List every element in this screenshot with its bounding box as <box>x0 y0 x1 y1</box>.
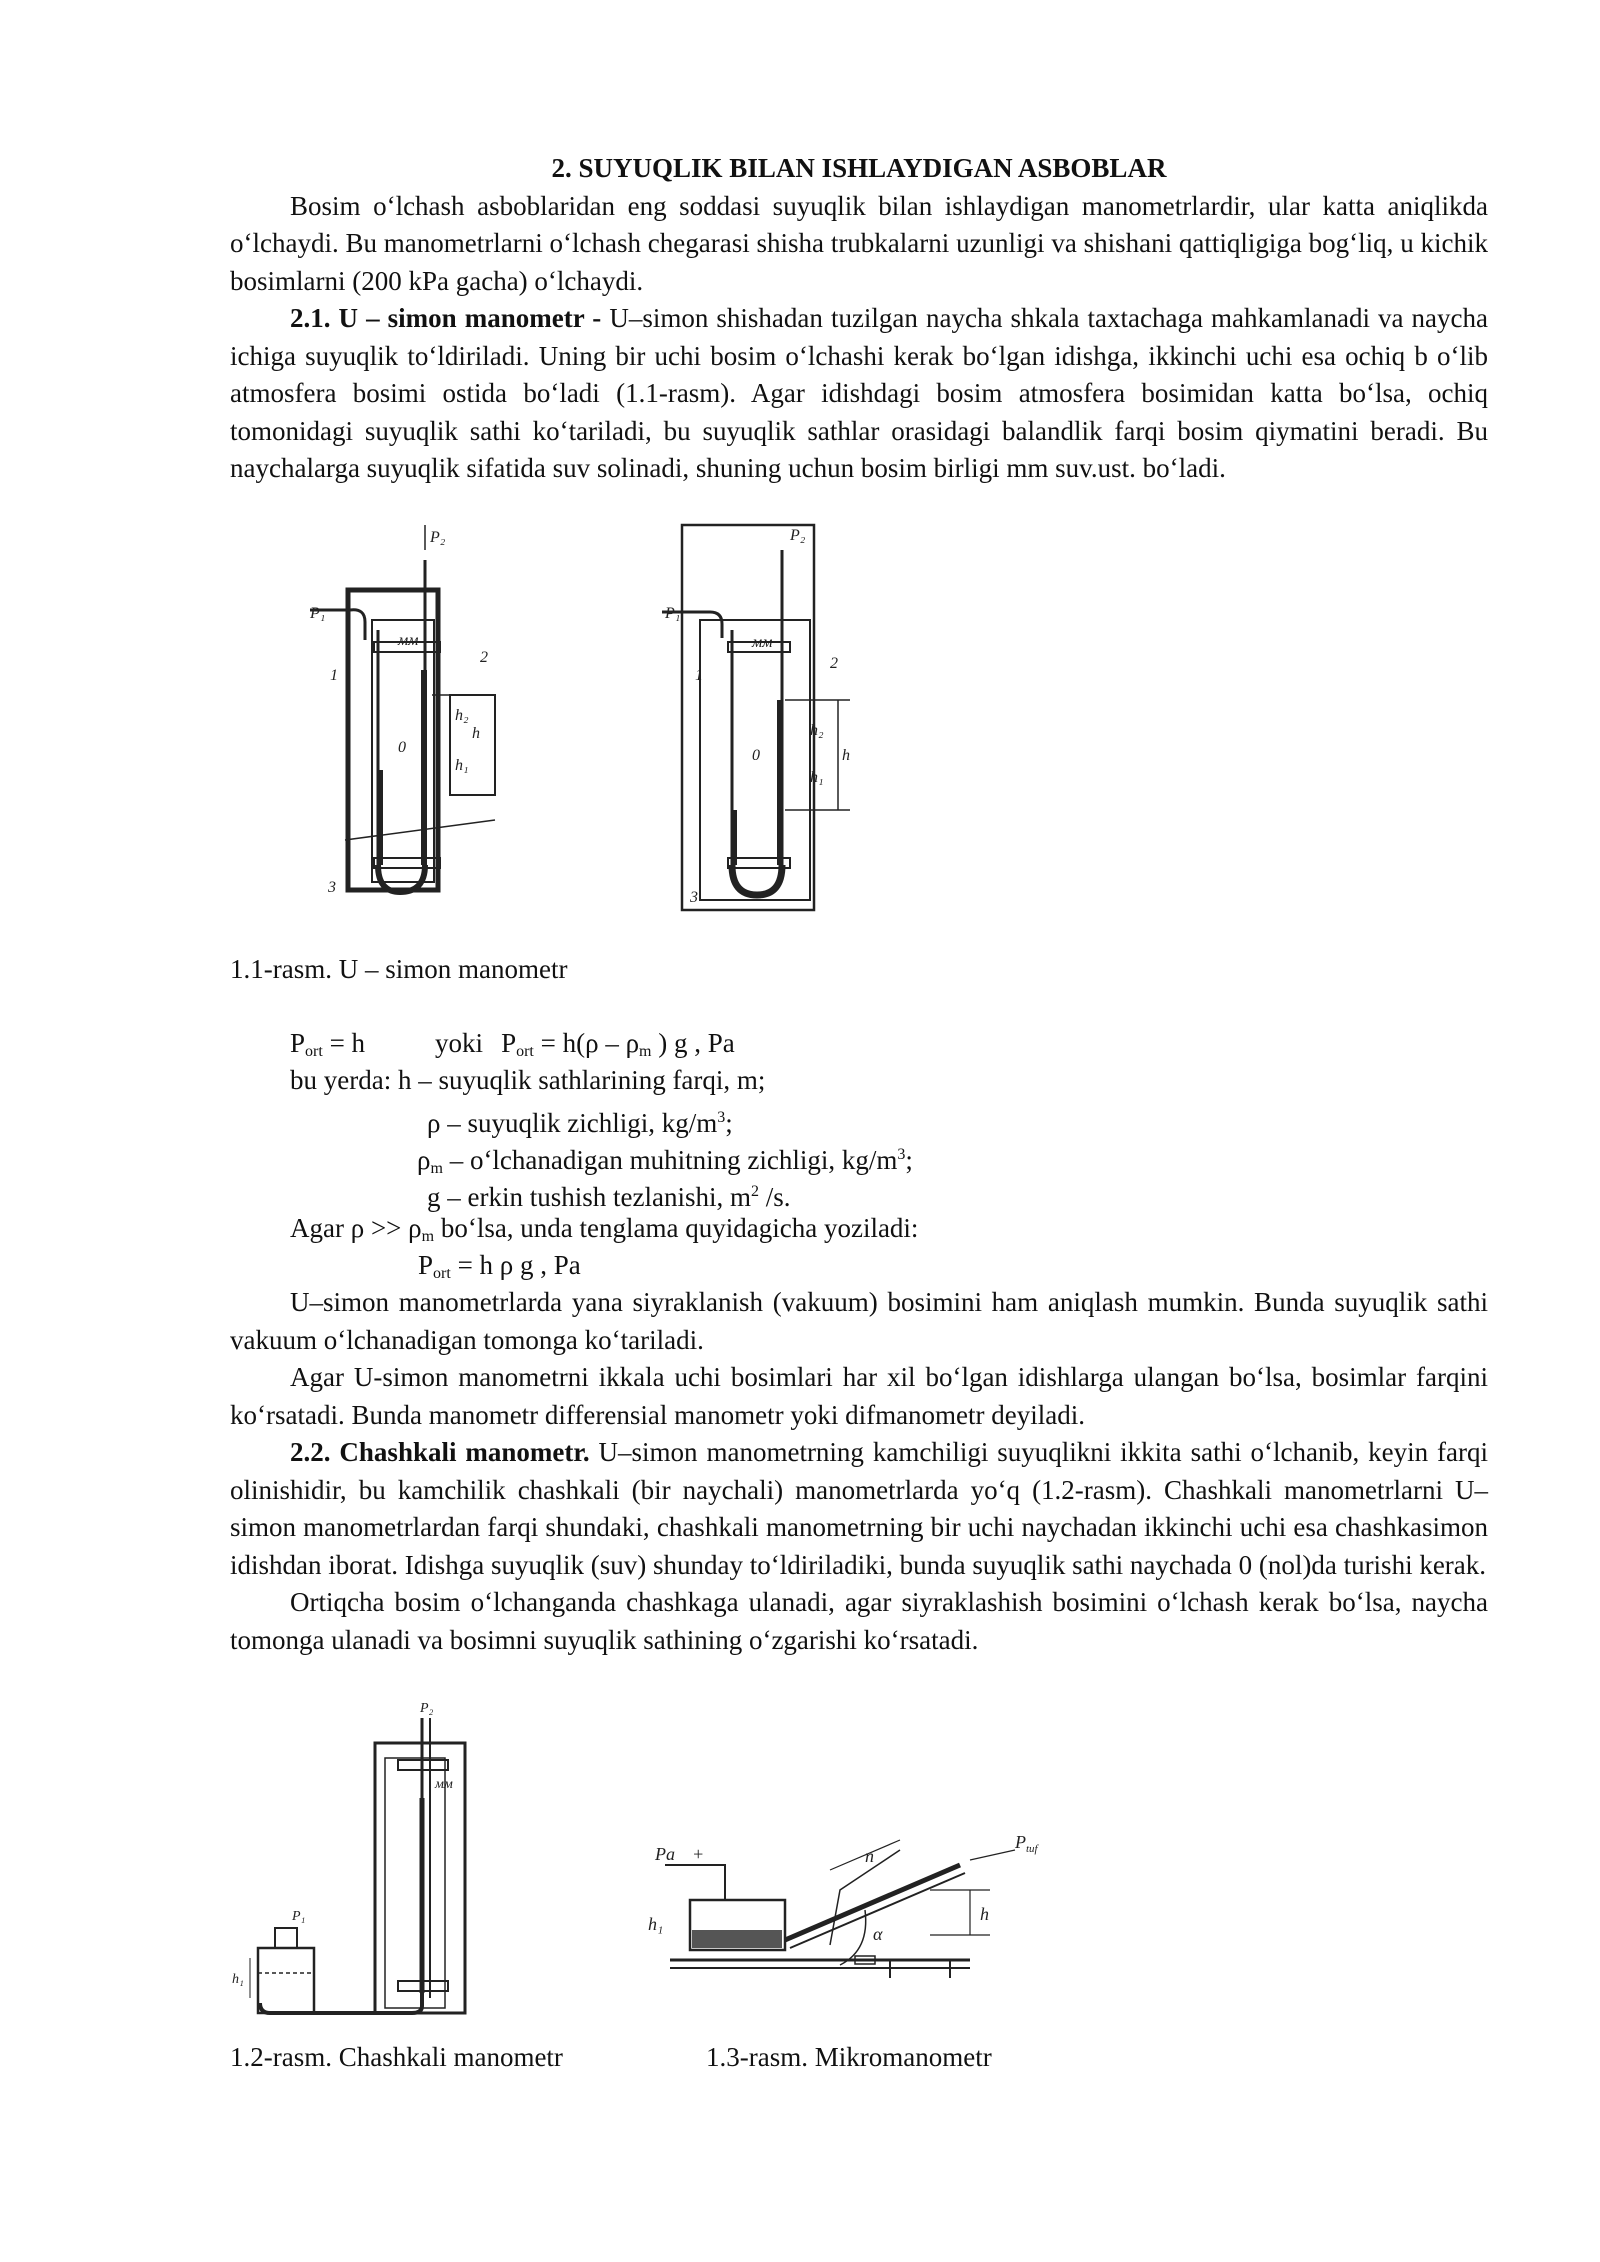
formula1-sub2: ort <box>516 1043 534 1060</box>
rhom-end: ; <box>905 1145 913 1175</box>
micromanometer-drawing <box>630 1830 1090 2010</box>
fig1-left-label-2: 2 <box>480 649 488 666</box>
g-sup: 2 <box>750 1183 759 1200</box>
fig1-left-h1-label: h₁ <box>455 757 469 774</box>
fig1-right-h2-label: h₂ <box>810 722 824 739</box>
agar-sub: m <box>421 1228 435 1245</box>
fig3-n-label: n <box>865 1846 874 1866</box>
rhom-symbol: ρ <box>417 1145 431 1175</box>
fig1-left-p1-label: P₁ <box>310 605 326 622</box>
formula1-rhs: = h(ρ – ρ <box>533 1028 640 1058</box>
figure-micromanometer <box>630 1830 1090 2010</box>
fig3-alpha-label: α <box>873 1924 883 1944</box>
g-text: g – erkin tushish tezlanishi, m <box>427 1182 751 1212</box>
formula1-eq: = h <box>322 1028 366 1058</box>
formula2-rhs: = h ρ g , Pa <box>450 1250 581 1280</box>
formula1-m: m <box>639 1043 652 1060</box>
fig1-left-h-label: h <box>472 725 480 742</box>
figure2-caption: 1.2-rasm. Chashkali manometr <box>230 2042 563 2072</box>
body-text-lower <box>230 1284 1488 1659</box>
fig1-right-p2-label: P₂ <box>790 527 806 544</box>
agar-line <box>290 1210 918 1255</box>
section-title: 2. SUYUQLIK BILAN ISHLAYDIGAN ASBOBLAR <box>551 153 1167 183</box>
formula2-p: P <box>418 1250 434 1280</box>
fig1-right-label-2: 2 <box>830 655 838 672</box>
u-manometer-heading: 2.1. U – simon manometr - <box>290 303 602 333</box>
fig1-left-label-1: 1 <box>330 667 338 684</box>
agar-text-a: Agar ρ >> ρ <box>290 1213 422 1243</box>
where-line: bu yerda: h – suyuqlik sathlarining farqi, m; <box>290 1065 766 1095</box>
rhom-text: – o‘lchanadigan muhitning zichligi, kg/m <box>442 1145 898 1175</box>
fig1-right-p1-label: P₁ <box>665 605 681 622</box>
formula1-p2: P <box>501 1028 517 1058</box>
figure3-caption: 1.3-rasm. Mikromanometr <box>706 2042 992 2072</box>
difmanometer-paragraph: Agar U-simon manometrni ikkala uchi bosimlari har xil bo‘lgan idishlarga ulangan bo‘lsa, bosimlar farqini ko‘rsatadi. Bunda manometr differensial manometr yoki difmanometr deyiladi. <box>230 1362 1488 1430</box>
fig3-ptuf-label: $P_{tuf}$ <box>1015 1832 1038 1855</box>
intro-paragraph: Bosim o‘lchash asboblaridan eng soddasi suyuqlik bilan ishlaydigan manometrlardir, ular katta aniqlikda o‘lchaydi. Bu manometrlarni o‘lchash chegarasi shisha trubkalarni uzunligi va shishani qattiqligiga bog‘liq, u kichik bosimlarni (200 kPa gacha) o‘lchaydi. <box>230 190 1488 296</box>
figure1-caption: 1.1-rasm. U – simon manometr <box>230 954 568 984</box>
agar-text-b: bo‘lsa, unda tenglama quyidagicha yoziladi: <box>434 1213 919 1243</box>
formula1-sub: ort <box>305 1043 323 1060</box>
fig2-h1-label: h₁ <box>232 1972 244 1987</box>
u-manometer-text: U–simon shishadan tuzilgan naycha shkala taxtachaga mahkamlanadi va naycha ichiga suyuqlik to‘ldiriladi. Uning bir uchi bosim o‘lchashi kerak bo‘lgan idishga, ikkinchi uchi esa ochiq b o‘lib atmosfera bosimi ostida bo‘ladi (1.1-rasm). Agar idishdagi bosim atmosfera bosimidan katta bo‘lsa, ochiq tomonidagi suyuqlik sathi ko‘tariladi, bu suyuqlik sathlar orasidagi balandlik farqi bosim qiymatini beradi. Bu naychalarga suyuqlik sifatida suv solinadi, shuning uchun bosim birligi mm suv.ust. bo‘ladi. <box>230 303 1488 483</box>
fig2-mm-label: мм <box>435 1777 453 1792</box>
figure-u-manometer <box>290 520 910 915</box>
cup-manometer-text: U–simon manometrning kamchiligi suyuqlikni ikkita sathi o‘lchanib, keyin farqi olinishidir, bu kamchilik chashkali (bir naychali) manometrlarda yo‘q (1.2-rasm). Chashkali manometrlarni U–simon manometrlardan farqi shundaki, chashkali manometrning bir uchi naychadan ikkinchi uchi esa chashkasimon idishdan iborat. Idishga suyuqlik (suv) shunday to‘ldiriladiki, bunda suyuqlik sathi naychada 0 (nol)da turishi kerak. <box>230 1437 1488 1580</box>
fig3-h-label: h <box>980 1904 989 1924</box>
fig1-right-zero-label: 0 <box>752 747 760 764</box>
formula2-sub: ort <box>433 1265 451 1282</box>
fig1-left-zero-label: 0 <box>398 739 406 756</box>
rho-sup: 3 <box>717 1109 726 1126</box>
fig1-left-label-3: 3 <box>328 879 336 896</box>
cup-manometer-drawing <box>230 1698 490 2028</box>
fig3-h1-label: h₁ <box>648 1914 664 1934</box>
formula1-units: ) g , Pa <box>651 1028 735 1058</box>
figure-cup-manometer <box>230 1698 490 2028</box>
fig1-left-mm-label: мм <box>398 632 419 649</box>
fig1-right-label-3: 3 <box>690 889 698 906</box>
cup-manometer-paragraph <box>230 1434 1488 1584</box>
fig1-right-h1-label: h₁ <box>810 769 824 786</box>
fig1-left-p2-label: P₂ <box>430 529 446 546</box>
rho-text: ρ – suyuqlik zichligi, kg/m <box>427 1108 718 1138</box>
formula1-p: P <box>290 1028 306 1058</box>
fig2-p1-label: P₁ <box>292 1909 306 1924</box>
u-manometer-drawing <box>290 520 910 915</box>
formula1-yoki: yoki <box>435 1028 484 1058</box>
rhom-sub: m <box>430 1160 443 1177</box>
rho-end: ; <box>725 1108 733 1138</box>
excess-pressure-paragraph: Ortiqcha bosim o‘lchanganda chashkaga ulanadi, agar siyraklashish bosimini o‘lchash kerak bo‘lsa, naycha tomonga ulanadi va bosimni suyuqlik sathining o‘zgarishi ko‘rsatadi. <box>230 1587 1488 1655</box>
u-manometer-paragraph <box>230 300 1488 488</box>
fig1-right-h-label: h <box>842 747 850 764</box>
document-page <box>230 150 1488 488</box>
rhom-sup: 3 <box>897 1146 906 1163</box>
fig1-right-mm-label: мм <box>752 634 773 651</box>
fig3-pa-label: Pa <box>655 1844 675 1864</box>
vacuum-paragraph: U–simon manometrlarda yana siyraklanish (vakuum) bosimini ham aniqlash mumkin. Bunda suyuqlik sathi vakuum o‘lchanadigan tomonga ko‘tariladi. <box>230 1287 1488 1355</box>
fig2-p2-label: P₂ <box>420 1701 434 1716</box>
fig1-right-label-1: 1 <box>695 667 703 684</box>
g-end: /s. <box>758 1182 791 1212</box>
fig3-plus-label: + <box>692 1844 705 1864</box>
fig1-left-h2-label: h₂ <box>455 707 469 724</box>
cup-manometer-heading: 2.2. Chashkali manometr. <box>290 1437 590 1467</box>
